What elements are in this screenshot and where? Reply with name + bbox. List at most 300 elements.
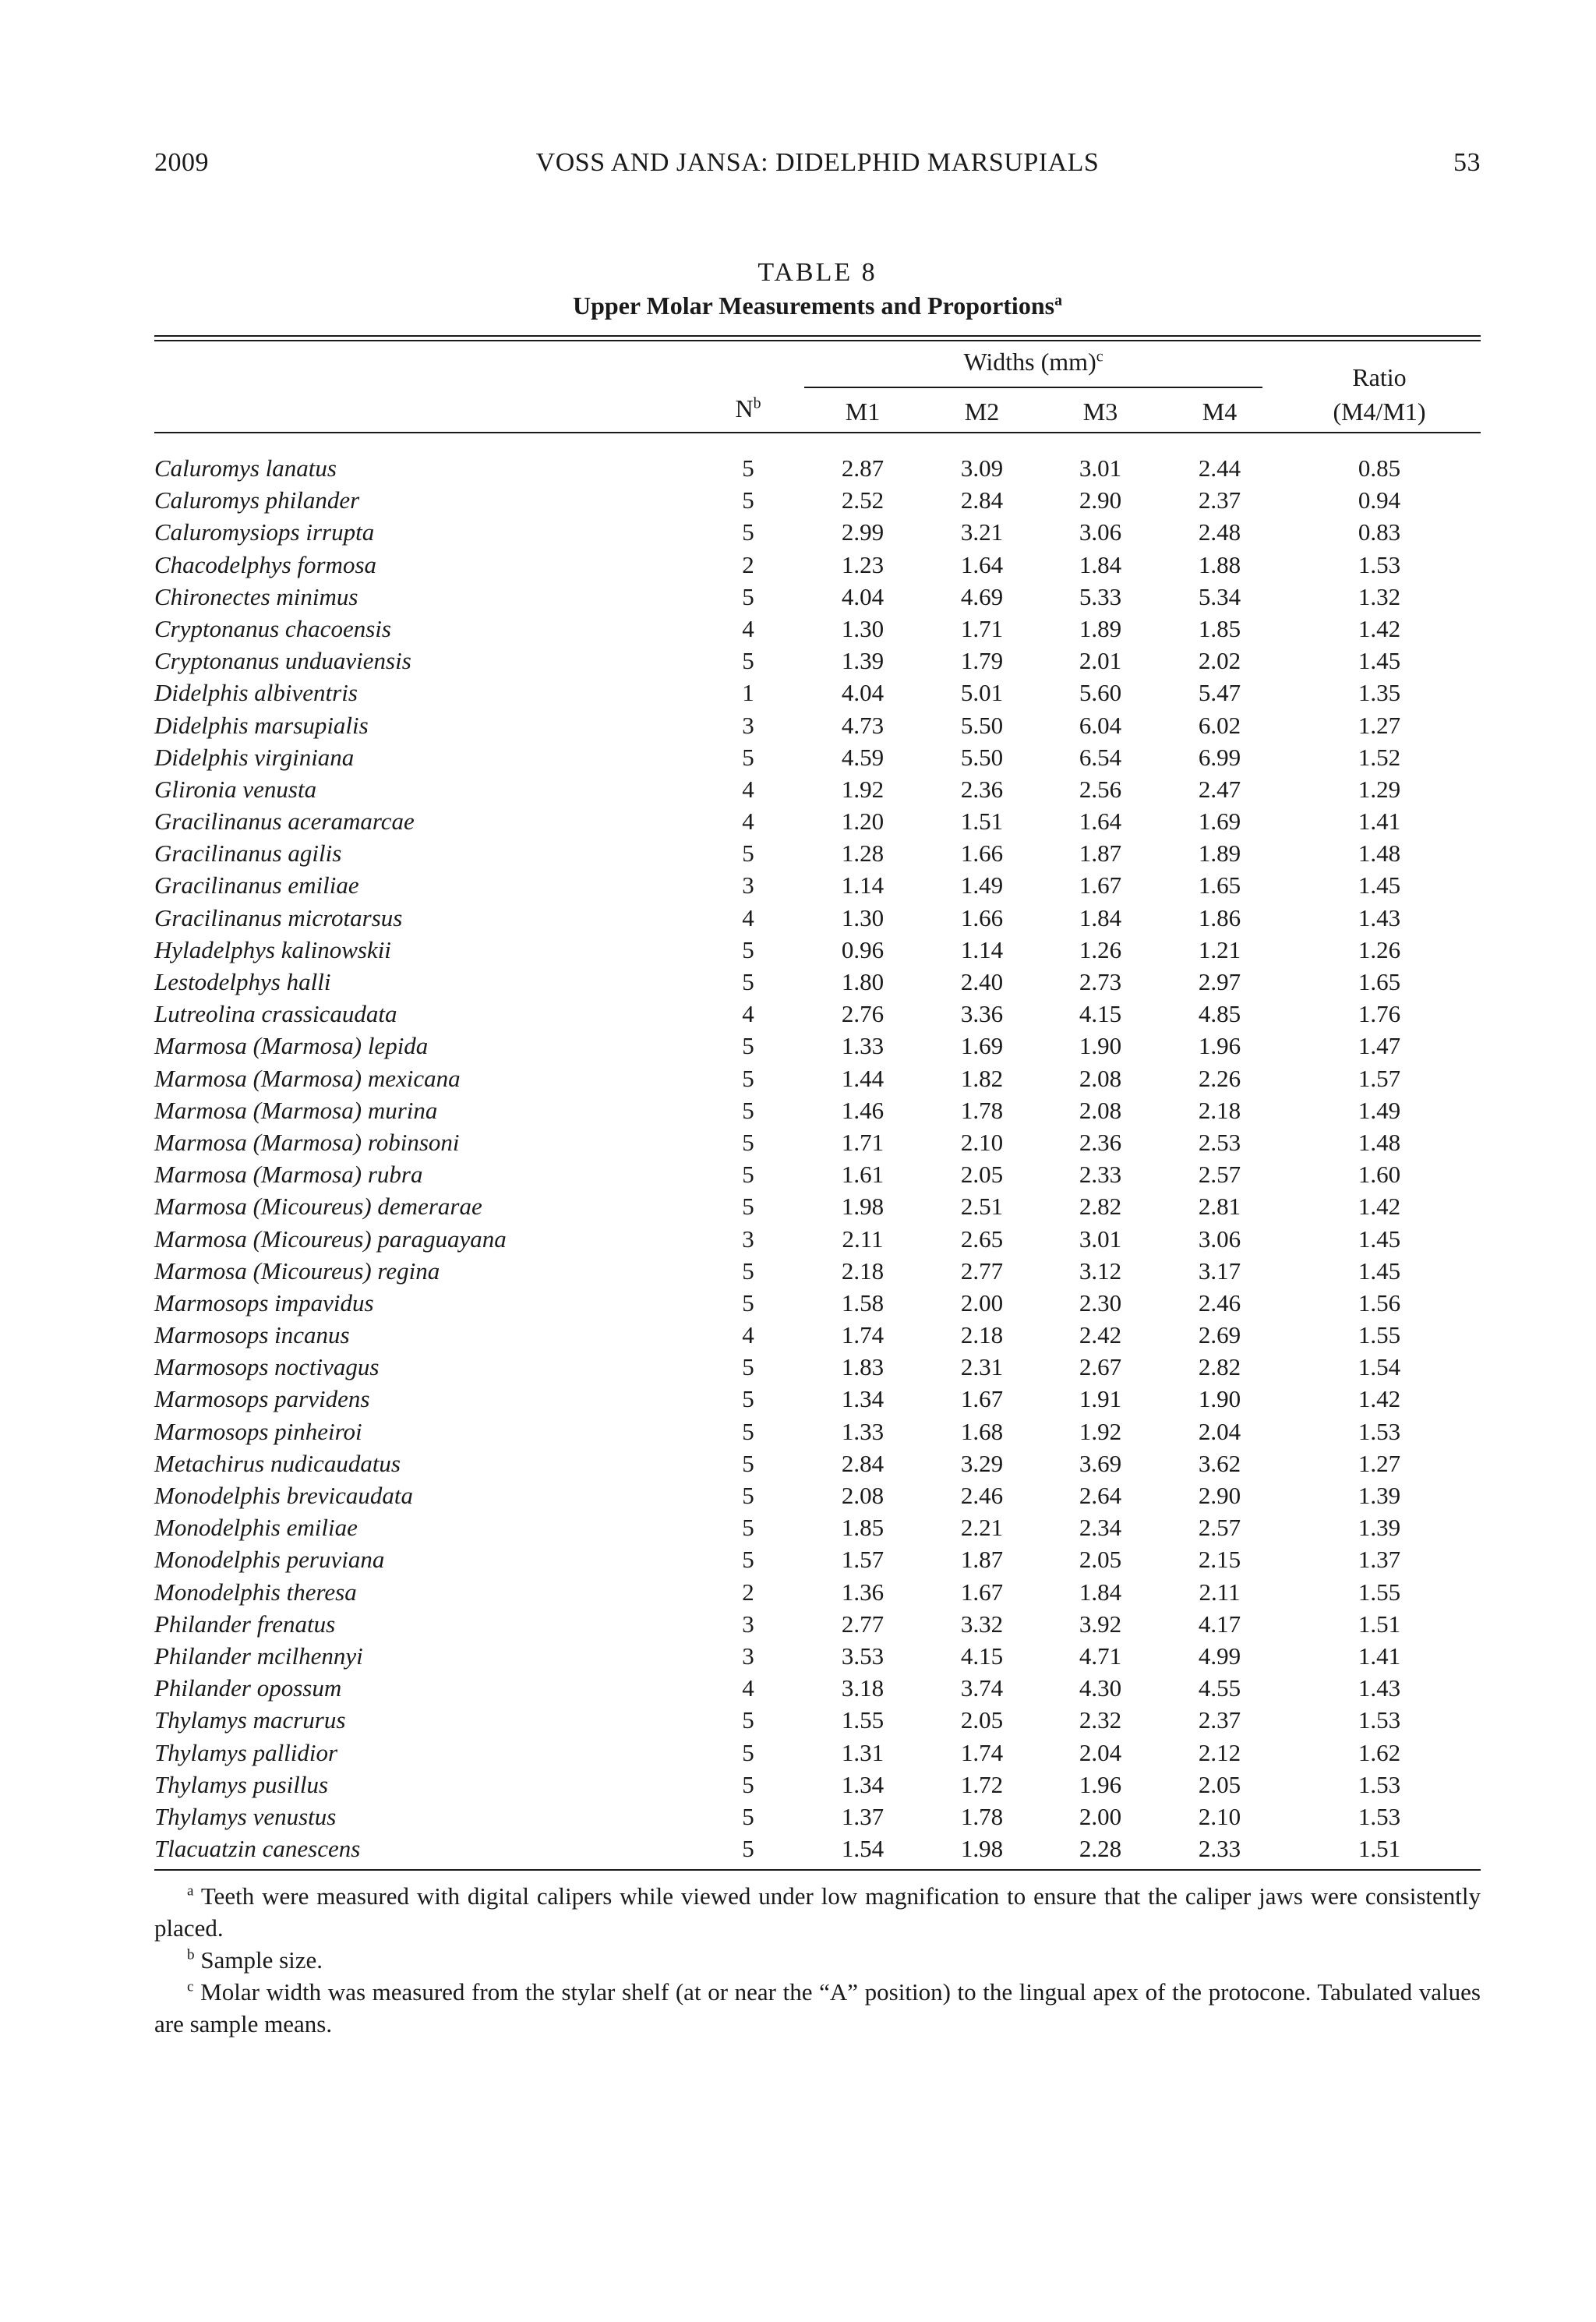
m3-column-header: M3 xyxy=(1082,398,1118,426)
n-cell: 5 xyxy=(742,1706,754,1734)
n-cell: 5 xyxy=(742,1835,754,1863)
m1-cell: 1.71 xyxy=(841,1128,885,1156)
n-cell: 5 xyxy=(742,1449,754,1477)
m4-cell: 2.48 xyxy=(1198,518,1241,546)
n-cell: 5 xyxy=(742,582,754,610)
ratio-cell: 1.29 xyxy=(1358,775,1401,803)
header-bottom-rule xyxy=(154,432,1481,433)
m4-cell: 2.46 xyxy=(1198,1288,1241,1317)
ratio-cell: 1.57 xyxy=(1358,1064,1401,1092)
m4-cell: 1.65 xyxy=(1198,871,1241,899)
m2-cell: 1.69 xyxy=(960,1032,1004,1060)
species-cell: Monodelphis brevicaudata xyxy=(154,1482,414,1509)
m2-cell: 1.66 xyxy=(960,839,1004,868)
m1-cell: 2.11 xyxy=(842,1225,884,1253)
n-cell: 3 xyxy=(742,1642,754,1670)
m3-cell: 4.30 xyxy=(1079,1674,1122,1702)
table-row xyxy=(154,741,1481,773)
footnote xyxy=(154,1880,1481,1944)
m3-cell: 1.67 xyxy=(1079,871,1122,899)
m3-cell: 6.04 xyxy=(1079,711,1122,739)
m4-cell: 1.88 xyxy=(1198,550,1241,578)
m2-cell: 1.49 xyxy=(960,871,1004,899)
m2-cell: 5.50 xyxy=(960,711,1004,739)
n-column-label: N xyxy=(735,394,754,422)
table-title-footnote-mark: a xyxy=(1054,292,1062,309)
table-row xyxy=(154,1383,1481,1415)
m4-cell: 2.47 xyxy=(1198,775,1241,803)
m2-cell: 2.05 xyxy=(960,1706,1004,1734)
m3-cell: 3.69 xyxy=(1079,1449,1122,1477)
m3-cell: 1.87 xyxy=(1079,839,1122,868)
m3-cell: 2.82 xyxy=(1079,1193,1122,1221)
m3-cell: 2.28 xyxy=(1079,1835,1122,1863)
m1-cell: 1.33 xyxy=(841,1032,885,1060)
table-row xyxy=(154,613,1481,645)
species-cell: Monodelphis peruviana xyxy=(154,1546,385,1574)
page-number: 53 xyxy=(1453,148,1481,177)
m1-cell: 1.92 xyxy=(841,775,885,803)
m2-cell: 2.65 xyxy=(960,1225,1004,1253)
table-caption xyxy=(154,256,1481,321)
ratio-cell: 1.76 xyxy=(1358,1000,1401,1028)
species-cell: Lutreolina crassicaudata xyxy=(154,1000,397,1028)
m3-cell: 1.91 xyxy=(1079,1385,1122,1413)
ratio-cell: 1.27 xyxy=(1358,1449,1401,1477)
m3-cell: 2.90 xyxy=(1079,486,1122,514)
m1-cell: 2.99 xyxy=(841,518,885,546)
species-cell: Chironectes minimus xyxy=(154,582,358,610)
m4-cell: 4.85 xyxy=(1198,1000,1241,1028)
ratio-cell: 1.45 xyxy=(1358,647,1401,675)
table-bottom-rule xyxy=(154,1869,1481,1871)
n-cell: 5 xyxy=(742,1802,754,1830)
m2-cell: 2.21 xyxy=(960,1514,1004,1542)
table-row xyxy=(154,1543,1481,1575)
m2-cell: 1.66 xyxy=(960,903,1004,931)
m2-cell: 2.40 xyxy=(960,968,1004,995)
table-row xyxy=(154,452,1481,484)
m2-cell: 2.18 xyxy=(960,1321,1004,1349)
m2-cell: 2.00 xyxy=(960,1288,1004,1317)
m3-cell: 2.33 xyxy=(1079,1161,1122,1189)
species-cell: Marmosa (Marmosa) murina xyxy=(154,1096,438,1124)
m1-cell: 1.34 xyxy=(841,1385,885,1413)
ratio-cell: 1.32 xyxy=(1358,582,1401,610)
m4-cell: 1.96 xyxy=(1198,1032,1241,1060)
ratio-cell: 1.39 xyxy=(1358,1482,1401,1509)
n-cell: 4 xyxy=(742,903,754,931)
species-cell: Marmosa (Marmosa) mexicana xyxy=(154,1064,461,1092)
ratio-cell: 0.83 xyxy=(1358,518,1401,546)
m4-cell: 2.26 xyxy=(1198,1064,1241,1092)
header-title: VOSS AND JANSA: DIDELPHID MARSUPIALS xyxy=(535,148,1100,177)
m3-cell: 2.04 xyxy=(1079,1738,1122,1766)
ratio-cell: 1.45 xyxy=(1358,1256,1401,1285)
m1-cell: 1.61 xyxy=(841,1161,885,1189)
m3-cell: 1.64 xyxy=(1079,808,1122,836)
ratio-cell: 1.39 xyxy=(1358,1514,1401,1542)
table-row xyxy=(154,645,1481,677)
table-row xyxy=(154,1255,1481,1287)
m4-cell: 1.21 xyxy=(1198,935,1241,963)
table-row xyxy=(154,773,1481,805)
species-cell: Gracilinanus emiliae xyxy=(154,871,359,899)
m4-cell: 5.47 xyxy=(1198,679,1241,707)
m1-cell: 2.08 xyxy=(841,1482,885,1509)
m2-cell: 1.78 xyxy=(960,1802,1004,1830)
species-cell: Marmosa (Micoureus) paraguayana xyxy=(154,1225,507,1253)
m1-cell: 1.74 xyxy=(841,1321,885,1349)
species-cell: Tlacuatzin canescens xyxy=(154,1835,361,1863)
n-cell: 5 xyxy=(742,1193,754,1221)
m4-cell: 2.02 xyxy=(1198,647,1241,675)
n-column-header xyxy=(701,394,795,423)
m4-cell: 6.99 xyxy=(1198,743,1241,771)
m3-cell: 4.71 xyxy=(1079,1642,1122,1670)
m3-cell: 1.89 xyxy=(1079,614,1122,642)
species-cell: Philander frenatus xyxy=(154,1610,336,1638)
m1-cell: 4.59 xyxy=(841,743,885,771)
ratio-cell: 1.41 xyxy=(1358,1642,1401,1670)
m3-cell: 2.08 xyxy=(1079,1064,1122,1092)
footnote xyxy=(154,1976,1481,2040)
table-row xyxy=(154,1608,1481,1640)
m2-cell: 3.09 xyxy=(960,454,1004,482)
n-cell: 5 xyxy=(742,1032,754,1060)
n-cell: 5 xyxy=(742,1353,754,1381)
ratio-cell: 1.48 xyxy=(1358,1128,1401,1156)
m1-cell: 2.76 xyxy=(841,1000,885,1028)
m4-cell: 2.44 xyxy=(1198,454,1241,482)
m3-cell: 1.84 xyxy=(1079,1578,1122,1606)
m2-cell: 4.15 xyxy=(960,1642,1004,1670)
m4-cell: 2.97 xyxy=(1198,968,1241,995)
table-top-rule-double xyxy=(154,340,1481,341)
footnotes xyxy=(154,1880,1481,2040)
ratio-cell: 0.85 xyxy=(1358,454,1401,482)
table-row xyxy=(154,934,1481,966)
m4-cell: 2.37 xyxy=(1198,1706,1241,1734)
m2-cell: 2.05 xyxy=(960,1161,1004,1189)
m3-cell: 3.92 xyxy=(1079,1610,1122,1638)
m3-cell: 2.30 xyxy=(1079,1288,1122,1317)
m4-cell: 1.89 xyxy=(1198,839,1241,868)
species-cell: Marmosa (Marmosa) robinsoni xyxy=(154,1128,460,1156)
ratio-cell: 0.94 xyxy=(1358,486,1401,514)
species-cell: Cryptonanus chacoensis xyxy=(154,614,391,642)
n-cell: 3 xyxy=(742,711,754,739)
species-cell: Philander opossum xyxy=(154,1674,342,1702)
n-cell: 5 xyxy=(742,935,754,963)
species-cell: Gracilinanus microtarsus xyxy=(154,903,403,931)
m1-cell: 2.77 xyxy=(841,1610,885,1638)
species-cell: Lestodelphys halli xyxy=(154,968,331,995)
m2-cell: 1.67 xyxy=(960,1385,1004,1413)
species-cell: Thylamys pusillus xyxy=(154,1770,329,1798)
m2-cell: 1.98 xyxy=(960,1835,1004,1863)
m3-cell: 5.33 xyxy=(1079,582,1122,610)
m1-cell: 2.52 xyxy=(841,486,885,514)
m1-cell: 1.55 xyxy=(841,1706,885,1734)
m3-cell: 2.42 xyxy=(1079,1321,1122,1349)
ratio-cell: 1.42 xyxy=(1358,1385,1401,1413)
table-row xyxy=(154,1737,1481,1769)
table-row xyxy=(154,1672,1481,1704)
n-footnote-mark: b xyxy=(753,394,761,412)
ratio-cell: 1.54 xyxy=(1358,1353,1401,1381)
m1-cell: 1.28 xyxy=(841,839,885,868)
m4-cell: 2.11 xyxy=(1199,1578,1241,1606)
ratio-cell: 1.43 xyxy=(1358,1674,1401,1702)
m3-cell: 1.26 xyxy=(1079,935,1122,963)
n-cell: 5 xyxy=(742,1738,754,1766)
m4-cell: 2.69 xyxy=(1198,1321,1241,1349)
m2-cell: 1.51 xyxy=(960,808,1004,836)
m4-cell: 2.33 xyxy=(1198,1835,1241,1863)
m3-cell: 3.01 xyxy=(1079,1225,1122,1253)
header-year: 2009 xyxy=(154,148,209,177)
m4-cell: 2.90 xyxy=(1198,1482,1241,1509)
m2-cell: 3.29 xyxy=(960,1449,1004,1477)
m4-cell: 2.57 xyxy=(1198,1514,1241,1542)
species-cell: Chacodelphys formosa xyxy=(154,550,377,578)
table-body xyxy=(154,452,1481,1864)
m4-cell: 6.02 xyxy=(1198,711,1241,739)
n-cell: 5 xyxy=(742,1064,754,1092)
m1-cell: 2.87 xyxy=(841,454,885,482)
species-cell: Marmosops pinheiroi xyxy=(154,1417,362,1445)
n-cell: 2 xyxy=(742,550,754,578)
species-cell: Didelphis marsupialis xyxy=(154,711,369,739)
m1-cell: 1.57 xyxy=(841,1546,885,1574)
table-row xyxy=(154,837,1481,869)
m2-cell: 3.74 xyxy=(960,1674,1004,1702)
species-cell: Gracilinanus agilis xyxy=(154,839,342,868)
species-cell: Didelphis virginiana xyxy=(154,743,355,771)
table-row xyxy=(154,1479,1481,1511)
m3-cell: 5.60 xyxy=(1079,679,1122,707)
m1-cell: 1.98 xyxy=(841,1193,885,1221)
m3-cell: 2.32 xyxy=(1079,1706,1122,1734)
m2-cell: 2.84 xyxy=(960,486,1004,514)
m3-cell: 3.06 xyxy=(1079,518,1122,546)
ratio-cell: 1.53 xyxy=(1358,550,1401,578)
ratio-cell: 1.55 xyxy=(1358,1321,1401,1349)
footnote xyxy=(154,1944,1481,1976)
widths-footnote-mark: c xyxy=(1096,348,1103,366)
footnote-text: Teeth were measured with digital calipers while viewed under low magnification to ensure that the caliper jaws were consistently placed. xyxy=(154,1882,1481,1942)
ratio-cell: 1.35 xyxy=(1358,679,1401,707)
n-cell: 5 xyxy=(742,1161,754,1189)
n-cell: 5 xyxy=(742,1417,754,1445)
m4-cell: 4.55 xyxy=(1198,1674,1241,1702)
table-row xyxy=(154,709,1481,741)
table-row xyxy=(154,869,1481,901)
m2-cell: 2.46 xyxy=(960,1482,1004,1509)
m4-cell: 5.34 xyxy=(1198,582,1241,610)
footnote-mark: a xyxy=(187,1882,194,1900)
m4-cell: 2.57 xyxy=(1198,1161,1241,1189)
n-cell: 5 xyxy=(742,1288,754,1317)
m1-cell: 1.58 xyxy=(841,1288,885,1317)
m1-cell: 1.54 xyxy=(841,1835,885,1863)
m2-cell: 1.79 xyxy=(960,647,1004,675)
footnote-text: Sample size. xyxy=(200,1946,323,1974)
species-cell: Philander mcilhennyi xyxy=(154,1642,363,1670)
m2-cell: 1.14 xyxy=(960,935,1004,963)
table-row xyxy=(154,1094,1481,1126)
footnote-mark: c xyxy=(187,1978,194,1995)
ratio-cell: 1.47 xyxy=(1358,1032,1401,1060)
m4-cell: 2.15 xyxy=(1198,1546,1241,1574)
n-cell: 5 xyxy=(742,1514,754,1542)
m4-cell: 3.17 xyxy=(1198,1256,1241,1285)
species-cell: Gracilinanus aceramarcae xyxy=(154,808,415,836)
m3-cell: 2.00 xyxy=(1079,1802,1122,1830)
table-row xyxy=(154,1190,1481,1222)
n-cell: 5 xyxy=(742,1770,754,1798)
ratio-cell: 1.26 xyxy=(1358,935,1401,963)
ratio-cell: 1.45 xyxy=(1358,871,1401,899)
m1-column-header: M1 xyxy=(845,398,881,426)
m3-cell: 2.64 xyxy=(1079,1482,1122,1509)
m1-cell: 4.04 xyxy=(841,679,885,707)
table-row xyxy=(154,902,1481,934)
ratio-cell: 1.53 xyxy=(1358,1706,1401,1734)
m3-cell: 1.84 xyxy=(1079,903,1122,931)
m1-cell: 4.04 xyxy=(841,582,885,610)
m4-column-header: M4 xyxy=(1202,398,1238,426)
m3-cell: 4.15 xyxy=(1079,1000,1122,1028)
m3-cell: 6.54 xyxy=(1079,743,1122,771)
m1-cell: 1.46 xyxy=(841,1096,885,1124)
n-cell: 4 xyxy=(742,1000,754,1028)
widths-group-header xyxy=(804,348,1262,376)
m3-cell: 2.34 xyxy=(1079,1514,1122,1542)
m3-cell: 3.01 xyxy=(1079,454,1122,482)
table-row xyxy=(154,1801,1481,1833)
m4-cell: 2.53 xyxy=(1198,1128,1241,1156)
m4-cell: 2.18 xyxy=(1198,1096,1241,1124)
m2-column-header: M2 xyxy=(964,398,1000,426)
table-title-text: Upper Molar Measurements and Proportions xyxy=(573,292,1055,320)
ratio-cell: 1.37 xyxy=(1358,1546,1401,1574)
ratio-cell: 1.60 xyxy=(1358,1161,1401,1189)
footnote-mark: b xyxy=(187,1946,195,1963)
m1-cell: 1.14 xyxy=(841,871,885,899)
table-row xyxy=(154,677,1481,709)
table-row xyxy=(154,1062,1481,1094)
table-row xyxy=(154,998,1481,1030)
species-cell: Metachirus nudicaudatus xyxy=(154,1449,401,1477)
ratio-cell: 1.45 xyxy=(1358,1225,1401,1253)
m3-cell: 1.90 xyxy=(1079,1032,1122,1060)
m2-cell: 2.31 xyxy=(960,1353,1004,1381)
m2-cell: 5.50 xyxy=(960,743,1004,771)
n-cell: 4 xyxy=(742,1674,754,1702)
m1-cell: 1.36 xyxy=(841,1578,885,1606)
m4-cell: 4.99 xyxy=(1198,1642,1241,1670)
species-cell: Thylamys macrurus xyxy=(154,1706,346,1734)
table-row xyxy=(154,1704,1481,1736)
ratio-cell: 1.62 xyxy=(1358,1738,1401,1766)
table-title xyxy=(154,290,1481,321)
n-cell: 4 xyxy=(742,775,754,803)
species-cell: Marmosa (Marmosa) lepida xyxy=(154,1032,429,1060)
m2-cell: 1.71 xyxy=(960,614,1004,642)
ratio-cell: 1.48 xyxy=(1358,839,1401,868)
species-cell: Marmosops noctivagus xyxy=(154,1353,380,1381)
ratio-cell: 1.53 xyxy=(1358,1770,1401,1798)
m1-cell: 1.20 xyxy=(841,808,885,836)
m4-cell: 2.81 xyxy=(1198,1193,1241,1221)
species-cell: Marmosops parvidens xyxy=(154,1385,370,1413)
m1-cell: 1.23 xyxy=(841,550,885,578)
n-cell: 2 xyxy=(742,1578,754,1606)
m2-cell: 1.67 xyxy=(960,1578,1004,1606)
table-row xyxy=(154,1158,1481,1190)
m4-cell: 1.86 xyxy=(1198,903,1241,931)
m3-cell: 1.92 xyxy=(1079,1417,1122,1445)
species-cell: Monodelphis theresa xyxy=(154,1578,357,1606)
n-cell: 5 xyxy=(742,647,754,675)
table-row xyxy=(154,1319,1481,1351)
n-cell: 5 xyxy=(742,968,754,995)
m3-cell: 2.67 xyxy=(1079,1353,1122,1381)
m3-cell: 2.01 xyxy=(1079,647,1122,675)
m2-cell: 1.72 xyxy=(960,1770,1004,1798)
m4-cell: 1.69 xyxy=(1198,808,1241,836)
m1-cell: 1.30 xyxy=(841,903,885,931)
n-cell: 4 xyxy=(742,614,754,642)
m3-cell: 2.08 xyxy=(1079,1096,1122,1124)
m1-cell: 1.83 xyxy=(841,1353,885,1381)
m4-cell: 2.05 xyxy=(1198,1770,1241,1798)
m2-cell: 1.82 xyxy=(960,1064,1004,1092)
m1-cell: 2.18 xyxy=(841,1256,885,1285)
m1-cell: 4.73 xyxy=(841,711,885,739)
table-row xyxy=(154,549,1481,581)
m1-cell: 3.18 xyxy=(841,1674,885,1702)
species-cell: Caluromysiops irrupta xyxy=(154,518,375,546)
m1-cell: 3.53 xyxy=(841,1642,885,1670)
widths-group-rule xyxy=(804,387,1262,388)
m4-cell: 1.85 xyxy=(1198,614,1241,642)
ratio-cell: 1.51 xyxy=(1358,1610,1401,1638)
table-row xyxy=(154,805,1481,837)
m2-cell: 5.01 xyxy=(960,679,1004,707)
ratio-cell: 1.41 xyxy=(1358,808,1401,836)
n-cell: 3 xyxy=(742,1610,754,1638)
running-head xyxy=(154,148,1481,182)
n-cell: 5 xyxy=(742,1256,754,1285)
m2-cell: 1.64 xyxy=(960,550,1004,578)
n-cell: 1 xyxy=(742,679,754,707)
n-cell: 5 xyxy=(742,486,754,514)
ratio-cell: 1.42 xyxy=(1358,1193,1401,1221)
m1-cell: 1.39 xyxy=(841,647,885,675)
ratio-cell: 1.51 xyxy=(1358,1835,1401,1863)
m1-cell: 1.33 xyxy=(841,1417,885,1445)
table-row xyxy=(154,1030,1481,1062)
m2-cell: 1.78 xyxy=(960,1096,1004,1124)
ratio-cell: 1.53 xyxy=(1358,1417,1401,1445)
m2-cell: 3.32 xyxy=(960,1610,1004,1638)
m4-cell: 2.37 xyxy=(1198,486,1241,514)
species-cell: Hyladelphys kalinowskii xyxy=(154,935,391,963)
n-cell: 5 xyxy=(742,1096,754,1124)
